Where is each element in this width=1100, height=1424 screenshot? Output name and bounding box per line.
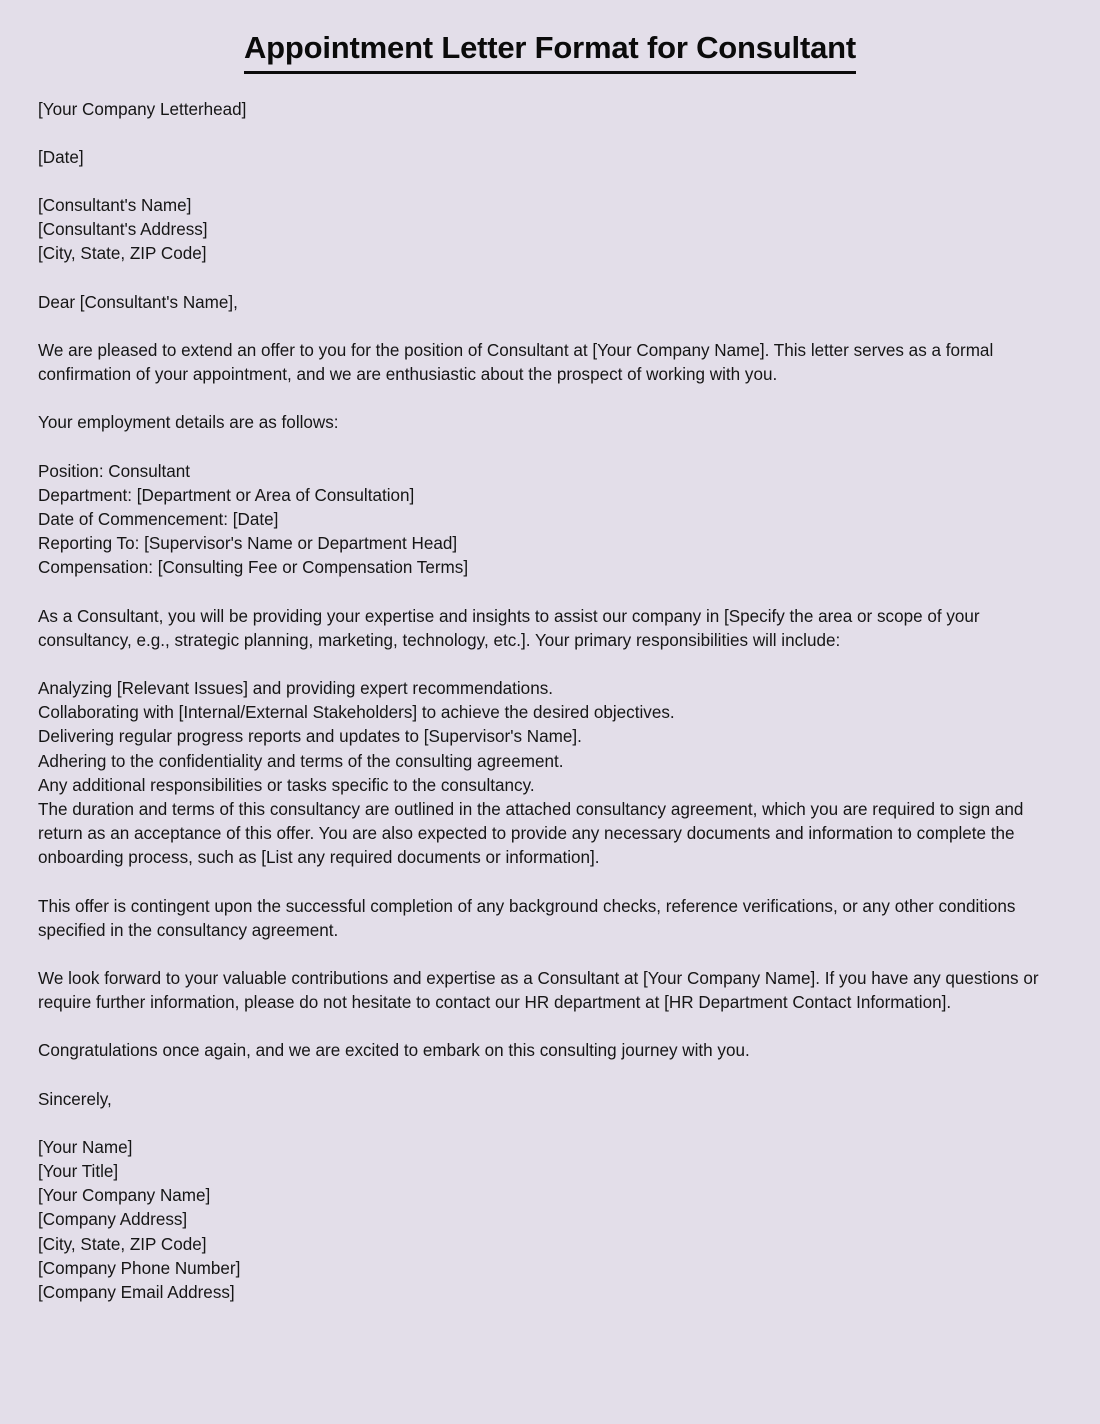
- signature-company-city-state-zip: [City, State, ZIP Code]: [38, 1234, 207, 1254]
- list-item: Any additional responsibilities or tasks specific to the consultancy.: [38, 775, 535, 795]
- letterhead-block: [38, 98, 1062, 122]
- salutation-block: [38, 291, 1062, 315]
- list-item: Collaborating with [Internal/External Stakeholders] to achieve the desired objectives.: [38, 703, 675, 723]
- date-block: [38, 146, 1062, 170]
- closing-paragraph: We look forward to your valuable contributions and expertise as a Consultant at [Your Company Name]. If you have any questions or require further information, please do not hesitate to contact our HR department at [HR Department Contact Information].: [38, 968, 1039, 1013]
- recipient-city-state-zip: [City, State, ZIP Code]: [38, 244, 207, 264]
- signature-name: [Your Name]: [38, 1137, 133, 1157]
- detail-commencement: Date of Commencement: [Date]: [38, 509, 279, 529]
- opening-paragraph: We are pleased to extend an offer to you for the position of Consultant at [Your Company Name]. This letter serves as a formal confirmation of your appointment, and we are enthusiastic about the prospect of working with you.: [38, 340, 994, 385]
- page-title-text: Appointment Letter Format for Consultant: [244, 28, 856, 74]
- list-item: Analyzing [Relevant Issues] and providing expert recommendations.: [38, 678, 553, 698]
- recipient-address: [Consultant's Address]: [38, 220, 208, 240]
- scope-paragraph: As a Consultant, you will be providing your expertise and insights to assist our company in [Specify the area or scope of your consultancy, e.g., strategic planning, marketing, technology, etc.]. Your primary responsibilities will include:: [38, 606, 980, 650]
- letter-body: [0, 98, 1100, 1306]
- salutation-line: Dear [Consultant's Name],: [38, 292, 238, 312]
- recipient-address-block: [38, 194, 1062, 267]
- date-line: [Date]: [38, 147, 84, 167]
- details-intro-block: [38, 411, 1062, 435]
- signature-block: [38, 1136, 1062, 1305]
- sign-off-block: [38, 1088, 1062, 1112]
- detail-compensation: Compensation: [Consulting Fee or Compensation Terms]: [38, 558, 469, 578]
- duration-paragraph: The duration and terms of this consultancy are outlined in the attached consultancy agreement, which you are required to sign and return as an acceptance of this offer. You are also expected to provide any necessary documents and information to complete the onboarding process, such as [List any required documents or information].: [38, 799, 1024, 868]
- employment-details-block: [38, 460, 1062, 581]
- signature-title: [Your Title]: [38, 1161, 119, 1181]
- signature-company-name: [Your Company Name]: [38, 1186, 211, 1206]
- recipient-name: [Consultant's Name]: [38, 196, 192, 216]
- detail-position: Position: Consultant: [38, 461, 191, 481]
- signature-company-email: [Company Email Address]: [38, 1282, 235, 1302]
- letterhead-line: [Your Company Letterhead]: [38, 99, 247, 119]
- list-item: Delivering regular progress reports and updates to [Supervisor's Name].: [38, 727, 582, 747]
- page-title: [0, 0, 1100, 74]
- signature-company-address: [Company Address]: [38, 1210, 188, 1230]
- detail-reporting-to: Reporting To: [Supervisor's Name or Department Head]: [38, 534, 458, 554]
- sign-off-line: Sincerely,: [38, 1089, 112, 1109]
- signature-company-phone: [Company Phone Number]: [38, 1258, 241, 1278]
- detail-department: Department: [Department or Area of Consultation]: [38, 485, 415, 505]
- responsibilities-block: [38, 677, 1062, 871]
- list-item: Adhering to the confidentiality and terms of the consulting agreement.: [38, 751, 564, 771]
- details-intro-line: Your employment details are as follows:: [38, 413, 339, 433]
- congratulations-paragraph: Congratulations once again, and we are excited to embark on this consulting journey with you.: [38, 1041, 750, 1061]
- contingency-paragraph: This offer is contingent upon the successful completion of any background checks, reference verifications, or any other conditions specified in the consultancy agreement.: [38, 896, 1016, 940]
